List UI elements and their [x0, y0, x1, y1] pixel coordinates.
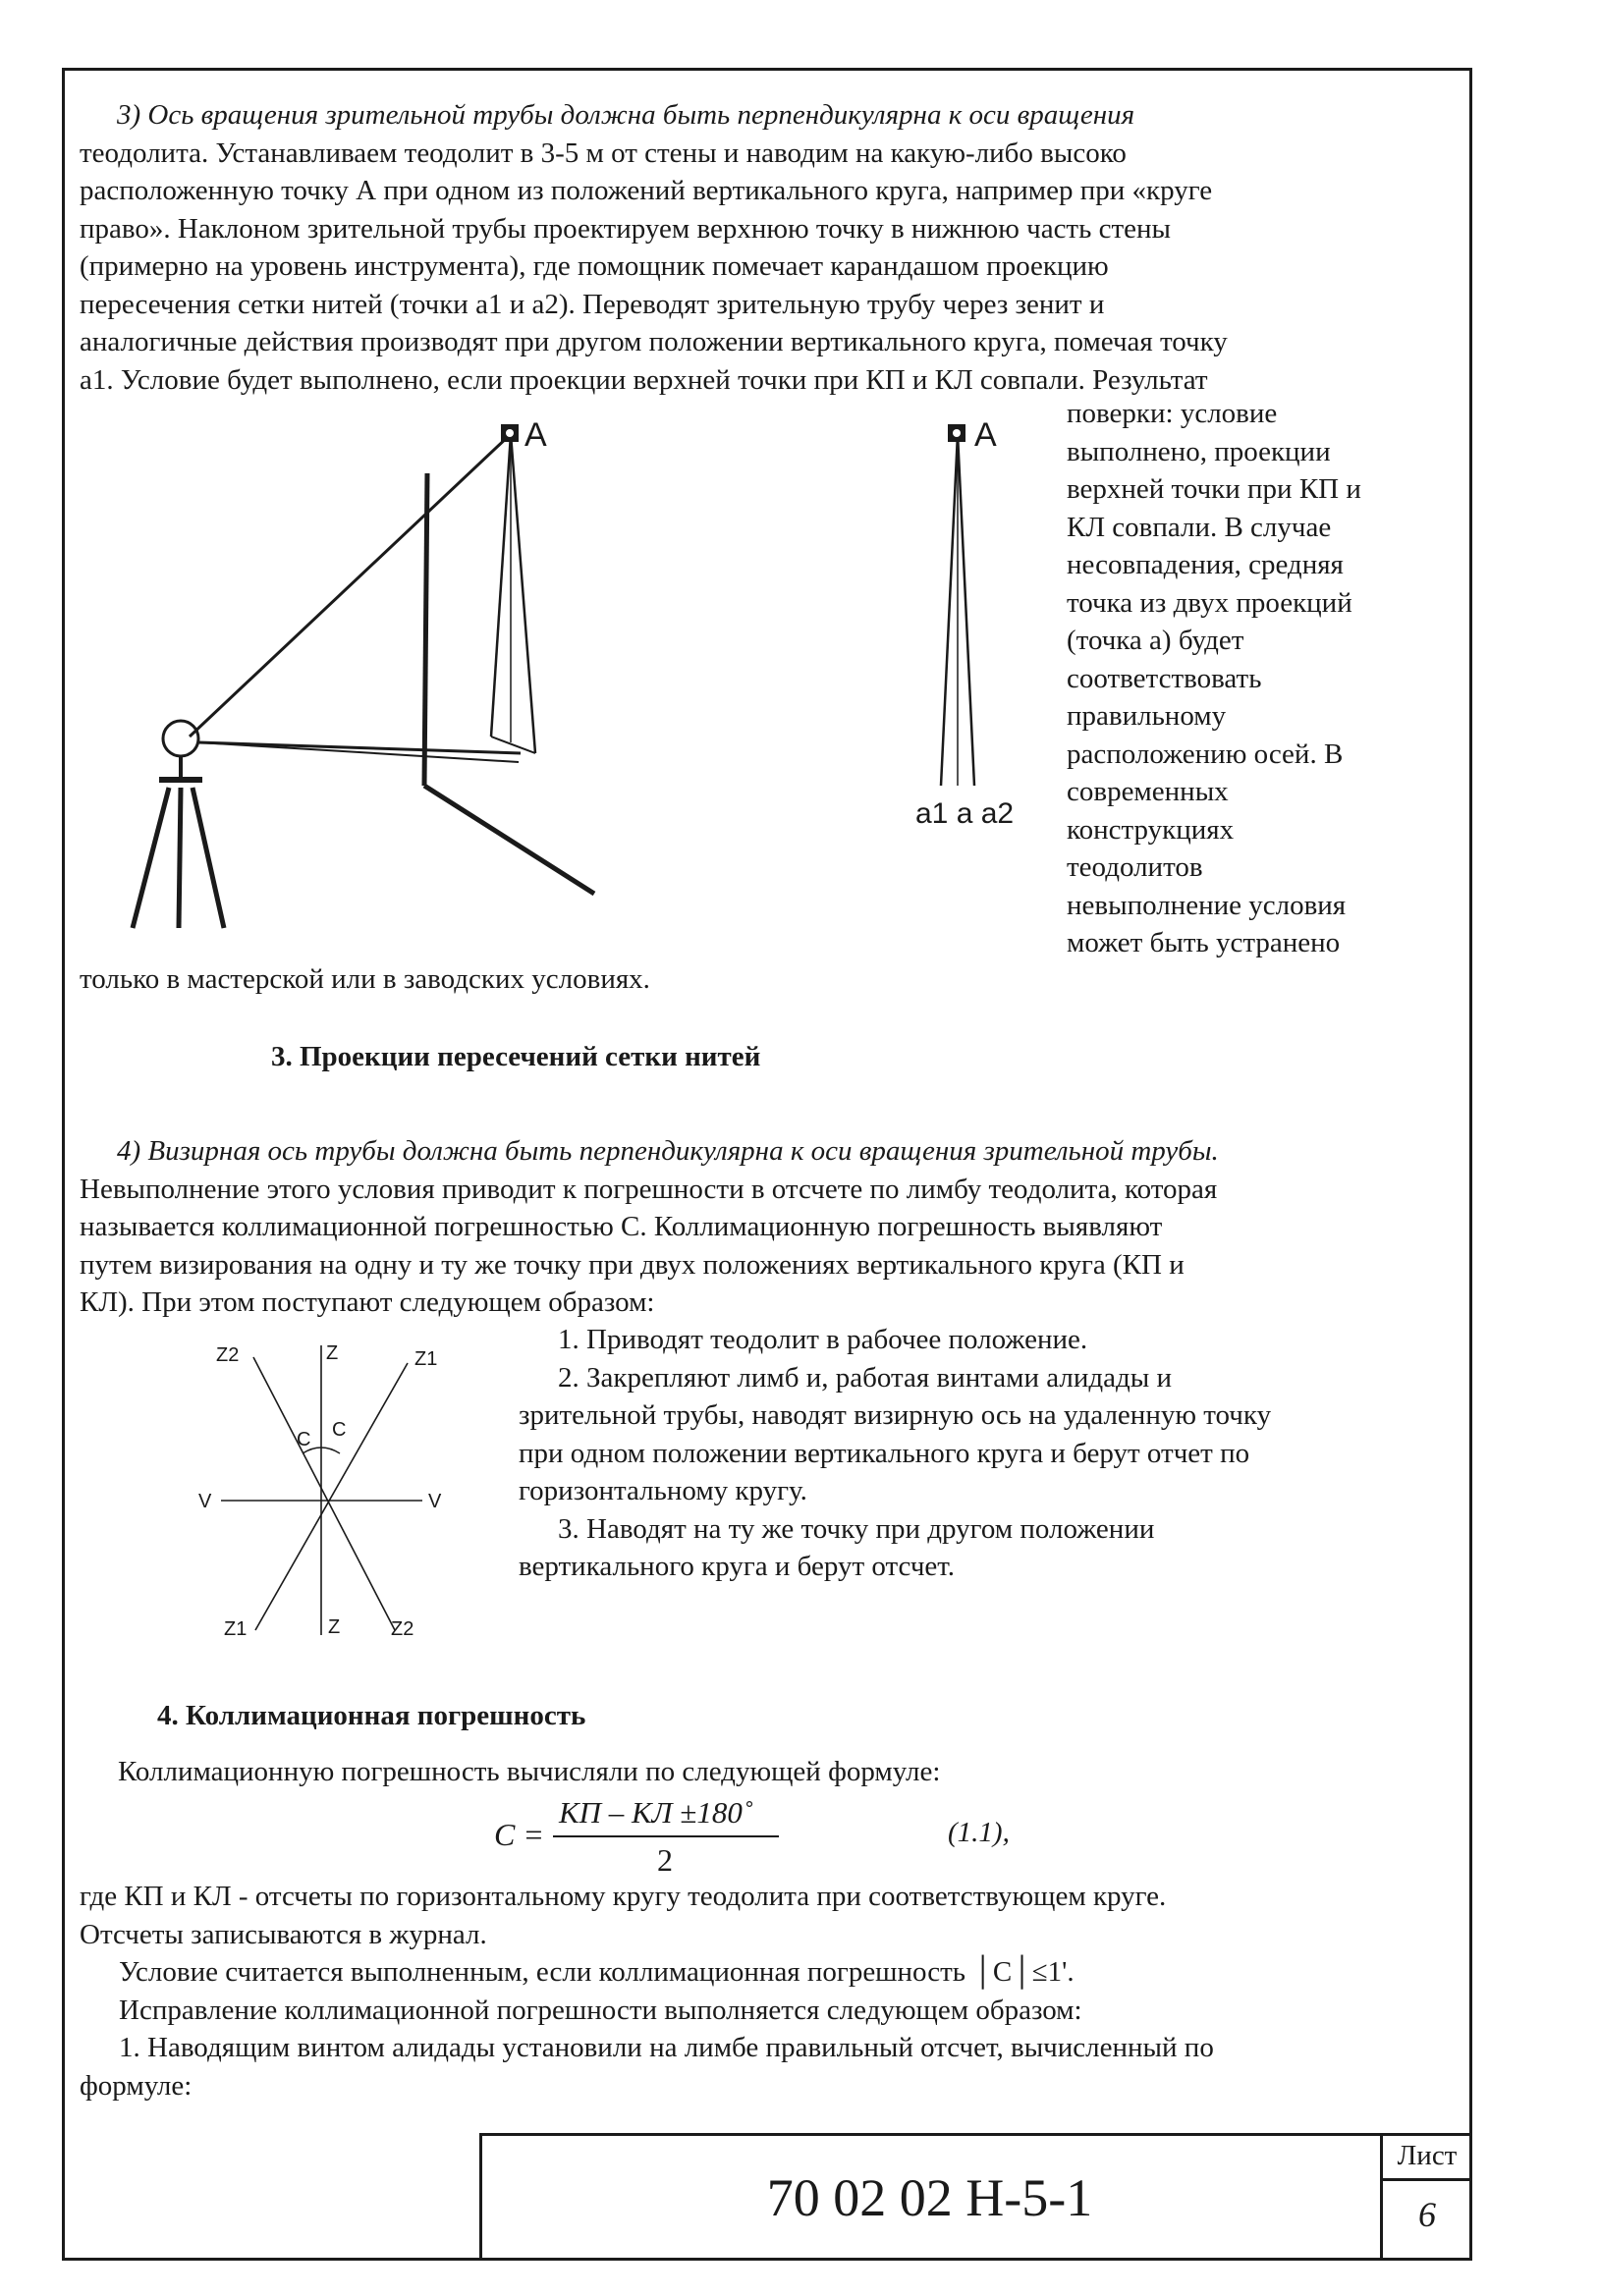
wall-floor-line — [424, 786, 594, 894]
tripod-leg — [133, 788, 169, 928]
step-item: при одном положении вертикального круга и берут отчет по — [519, 1437, 1250, 1469]
side-line: современных — [1067, 776, 1229, 807]
paragraph-line: право». Наклоном зрительной трубы проектируем верхнюю точку в нижнюю часть стены — [80, 212, 1172, 245]
step-item: вертикального круга и берут отсчет. — [519, 1551, 956, 1582]
side-line: может быть устранено — [1067, 927, 1341, 958]
point-a-label-2: А — [974, 416, 997, 454]
document-code: 70 02 02 Н-5-1 — [766, 2168, 1093, 2227]
paragraph-line: Отсчеты записываются в журнал. — [80, 1918, 487, 1950]
step-item: горизонтальному кругу. — [519, 1475, 807, 1506]
after-formula-text — [80, 1878, 1455, 2105]
label-z-top: Z — [326, 1342, 339, 1364]
paragraph-line: расположенную точку А при одном из положений вертикального круга, например при «круге — [80, 175, 1213, 206]
formula — [494, 1795, 1083, 1878]
figure-theodolite-wall — [118, 412, 1041, 943]
steps-list — [519, 1321, 1442, 1586]
side-line: выполнено, проекции — [1067, 435, 1331, 467]
paragraph-line: называется коллимационной погрешностью С. Коллимационную погрешность выявляют — [80, 1211, 1163, 1242]
side-line: КЛ совпали. В случае — [1067, 511, 1332, 543]
side-column-text — [1067, 395, 1440, 962]
label-c-left: C — [297, 1429, 311, 1450]
side-line: теодолитов — [1067, 851, 1203, 883]
paragraph-line: Условие считается выполненным, если коллимационная погрешность │С│≤1'. — [119, 1956, 1075, 1988]
paragraph-line: где КП и КЛ - отсчеты по горизонтальному кругу теодолита при соответствующем круге. — [80, 1881, 1167, 1912]
side-line: соответствовать — [1067, 662, 1262, 694]
paragraph-tail: только в мастерской или в заводских условиях. — [80, 963, 650, 995]
axis-z1-line — [255, 1363, 408, 1630]
side-line: правильному — [1067, 700, 1227, 732]
label-v-left: V — [198, 1491, 212, 1512]
side-line: расположению осей. В — [1067, 738, 1344, 770]
step-item: 1. Приводят теодолит в рабочее положение. — [558, 1324, 1088, 1355]
sight-line-to-a — [190, 434, 511, 737]
label-c-right: C — [332, 1419, 347, 1441]
tripod-leg — [179, 788, 181, 928]
side-line: (точка а) будет — [1067, 625, 1244, 656]
paragraph-sight-axis — [80, 1132, 1455, 1322]
side-line: невыполнение условия — [1067, 889, 1347, 921]
theodolite-head — [163, 721, 198, 756]
paragraph-axis-rotation — [80, 96, 1455, 399]
projection-labels: a1 a a2 — [915, 797, 1015, 830]
label-v-right: V — [428, 1491, 442, 1512]
title-block-divider — [1380, 2133, 1383, 2261]
formula-number: (1.1), — [948, 1817, 1010, 1848]
sheet-label: Лист — [1397, 2140, 1458, 2171]
paragraph-line: 3) Ось вращения зрительной трубы должна быть перпендикулярна к оси вращения — [117, 99, 1135, 131]
paragraph-line: 1. Наводящим винтом алидады установили на лимбе правильный отсчет, вычисленный по — [119, 2032, 1214, 2063]
title-block-cell-divider — [1380, 2178, 1472, 2181]
paragraph-line: формуле: — [80, 2069, 193, 2102]
side-line: верхней точки при КП и — [1067, 473, 1361, 505]
formula-lhs: C = — [494, 1817, 544, 1852]
paragraph-line: 4) Визирная ось трубы должна быть перпендикулярна к оси вращения зрительной трубы. — [117, 1135, 1219, 1167]
label-z1-top: Z1 — [414, 1348, 438, 1370]
paragraph-line: путем визирования на одну и ту же точку при двух положениях вертикального круга (КП и — [80, 1248, 1185, 1281]
label-z-bottom: Z — [328, 1616, 341, 1638]
step-item: 2. Закрепляют лимб и, работая винтами алидады и — [558, 1361, 1173, 1394]
paragraph-line: теодолита. Устанавливаем теодолит в 3-5 м от стены и наводим на какую-либо высоко — [80, 137, 1127, 169]
label-z2-top: Z2 — [216, 1344, 240, 1366]
paragraph-line: (примерно на уровень инструмента), где помощник помечает карандашом проекцию — [80, 250, 1109, 282]
heading-grid-projections: 3. Проекции пересечений сетки нитей — [271, 1041, 761, 1072]
formula-intro: Коллимационную погрешность вычисляли по следующей формуле: — [118, 1756, 941, 1787]
paragraph-line: а1. Условие будет выполнено, если проекции верхней точки при КП и КЛ совпали. Результат — [80, 363, 1208, 396]
side-line: конструкциях — [1067, 813, 1235, 846]
paragraph-line: пересечения сетки нитей (точки а1 и а2). Переводят зрительную трубу через зенит и — [80, 288, 1105, 320]
label-z1-bottom: Z1 — [224, 1618, 248, 1640]
label-z2-bottom: Z2 — [391, 1618, 414, 1640]
step-item: 3. Наводят на ту же точку при другом положении — [558, 1512, 1155, 1545]
tripod-leg — [193, 788, 224, 928]
figure-collimation-axes — [187, 1336, 471, 1650]
axis-z2-line — [253, 1357, 395, 1630]
heading-collimation-error: 4. Коллимационная погрешность — [157, 1700, 586, 1731]
side-line: поверки: условие — [1067, 398, 1278, 429]
formula-fraction-bar — [553, 1835, 779, 1837]
paragraph-line: аналогичные действия производят при другом положении вертикального круга, помечая точку — [80, 326, 1228, 357]
formula-denominator: 2 — [657, 1842, 673, 1878]
side-line: несовпадения, средняя — [1067, 549, 1344, 580]
sheet-number: 6 — [1418, 2195, 1436, 2234]
paragraph-line: Невыполнение этого условия приводит к погрешности в отсчете по лимбу теодолита, которая — [80, 1173, 1218, 1205]
step-item: зрительной трубы, наводят визирную ось на удаленную точку — [519, 1399, 1272, 1431]
paragraph-line: Исправление коллимационной погрешности выполняется следующем образом: — [119, 1994, 1082, 2026]
point-a-label: А — [524, 416, 547, 454]
paragraph-line: КЛ). При этом поступают следующем образом: — [80, 1286, 655, 1318]
side-line: точка из двух проекций — [1067, 586, 1352, 619]
wall-line — [424, 473, 427, 786]
formula-numerator: КП – КЛ ±180˚ — [559, 1795, 753, 1830]
